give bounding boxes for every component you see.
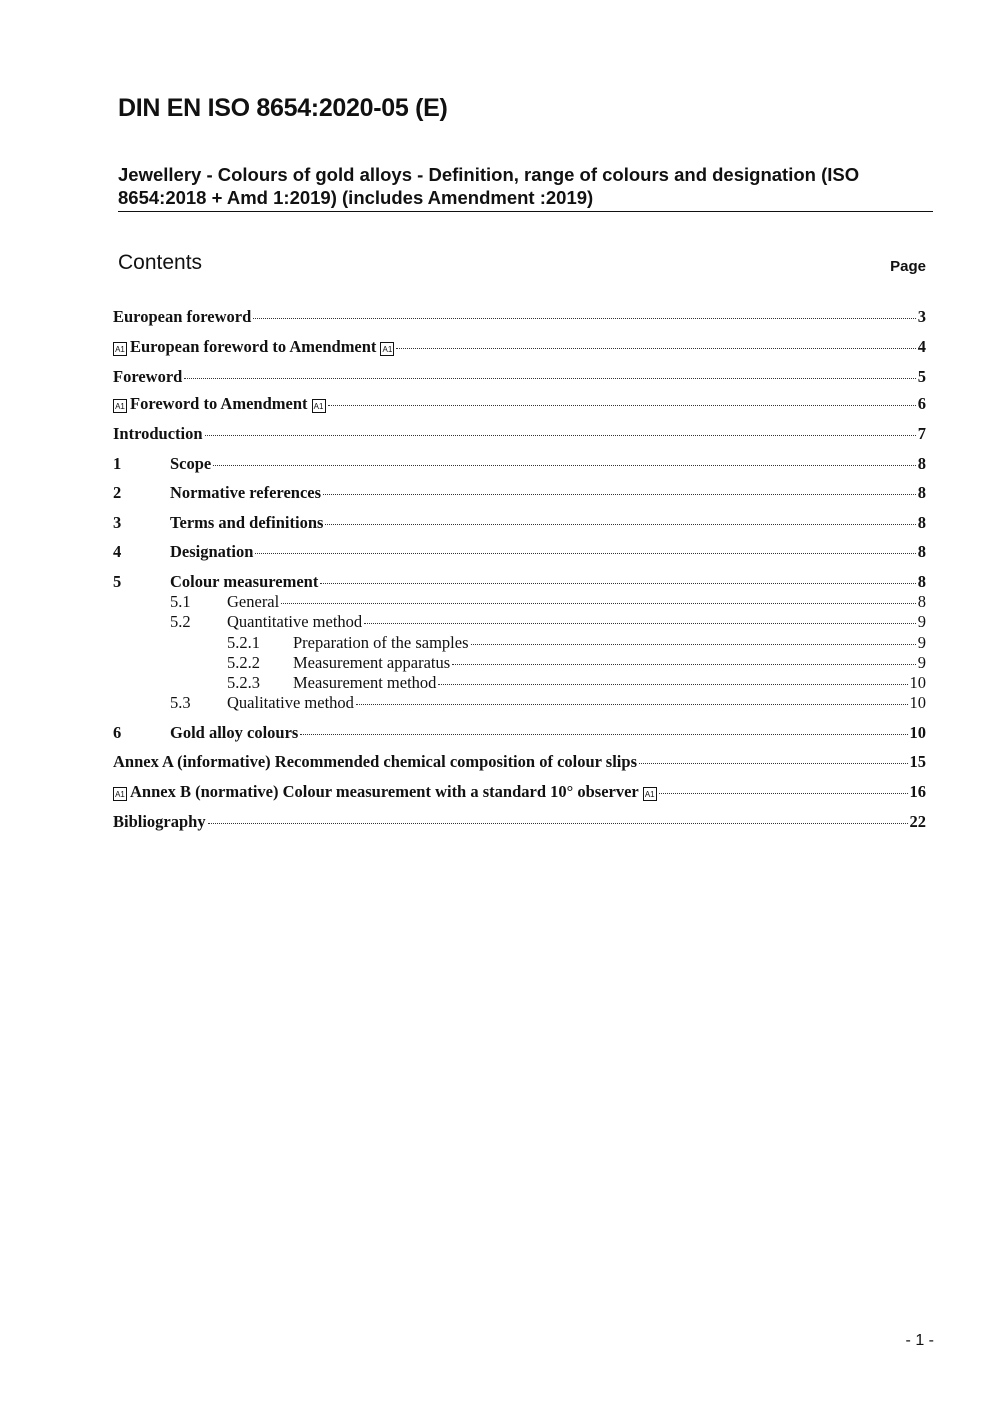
amendment-start-icon: A1 (113, 399, 127, 413)
toc-entry-measurement-apparatus[interactable] (227, 653, 926, 673)
toc-entry-title: Bibliography (113, 812, 206, 831)
toc-entry-title: European foreword to Amendment (130, 337, 377, 356)
toc-entry-terms-definitions[interactable] (113, 513, 926, 533)
toc-entry-page: 10 (909, 673, 926, 692)
toc-entry-number: 5.2.1 (227, 633, 260, 652)
toc-entry-european-foreword-amendment[interactable] (113, 337, 926, 357)
toc-entry-number: 4 (113, 542, 122, 561)
amendment-end-icon: A1 (380, 342, 394, 356)
toc-entry-title: Measurement apparatus (293, 653, 451, 672)
dot-leader (255, 553, 915, 554)
dot-leader (208, 823, 908, 824)
dot-leader (213, 465, 916, 466)
document-title: Jewellery - Colours of gold alloys - Definition, range of colours and designation (ISO 8654:2018 + Amd 1:2019) (includes Amendment :2019) (118, 163, 933, 212)
footer-page-number: - 1 - (905, 1332, 934, 1349)
toc-entry-preparation-samples[interactable] (227, 633, 926, 653)
dot-leader (356, 704, 908, 705)
dot-leader (320, 583, 915, 584)
toc-entry-gold-alloy-colours[interactable] (113, 723, 926, 743)
dot-leader (205, 435, 916, 436)
toc-entry-title: Preparation of the samples (293, 633, 469, 652)
dot-leader (659, 793, 908, 794)
amendment-start-icon: A1 (113, 787, 127, 801)
toc-entry-annex-b[interactable] (113, 782, 926, 802)
dot-leader (253, 318, 915, 319)
toc-entry-page: 9 (917, 653, 926, 672)
amendment-start-icon: A1 (113, 342, 127, 356)
toc-entry-european-foreword[interactable] (113, 307, 926, 327)
toc-entry-number: 5.3 (170, 693, 191, 712)
toc-entry-title: Normative references (170, 483, 322, 502)
dot-leader (325, 524, 915, 525)
toc-entry-page: 5 (917, 367, 926, 386)
dot-leader (323, 494, 916, 495)
toc-entry-page: 8 (917, 542, 926, 561)
toc-entry-title: European foreword (113, 307, 252, 326)
toc-entry-number: 5.2 (170, 612, 191, 631)
toc-entry-title: Terms and definitions (170, 513, 324, 532)
toc-entry-page: 9 (917, 633, 926, 652)
toc-entry-title: General (227, 592, 280, 611)
toc-entry-page: 8 (917, 483, 926, 502)
toc-entry-title: Scope (170, 454, 212, 473)
toc-entry-page: 10 (909, 723, 926, 742)
toc-entry-title: Foreword to Amendment (130, 394, 308, 413)
toc-entry-quantitative-method[interactable] (170, 612, 926, 632)
toc-entry-introduction[interactable] (113, 424, 926, 444)
toc-entry-foreword-amendment[interactable] (113, 394, 926, 414)
toc-entry-page: 8 (917, 572, 926, 591)
toc-entry-page: 16 (909, 782, 926, 801)
toc-entry-title: Colour measurement (170, 572, 319, 591)
toc-entry-title: Introduction (113, 424, 203, 443)
toc-entry-annex-a[interactable] (113, 752, 926, 772)
toc-entry-page: 10 (909, 693, 926, 712)
toc-entry-page: 7 (917, 424, 926, 443)
toc-entry-page: 9 (917, 612, 926, 631)
toc-entry-page: 15 (909, 752, 926, 771)
toc-entry-number: 6 (113, 723, 122, 742)
toc-entry-qualitative-method[interactable] (170, 693, 926, 713)
toc-entry-page: 8 (917, 513, 926, 532)
toc-entry-number: 3 (113, 513, 122, 532)
toc-entry-number: 1 (113, 454, 122, 473)
dot-leader (396, 348, 915, 349)
toc-entry-title: Designation (170, 542, 254, 561)
toc-entry-number: 5 (113, 572, 122, 591)
dot-leader (364, 623, 916, 624)
toc-entry-title: Annex B (normative) Colour measurement with a standard 10° observer (130, 782, 639, 801)
toc-entry-title: Measurement method (293, 673, 437, 692)
dot-leader (639, 763, 908, 764)
dot-leader (184, 378, 915, 379)
toc-entry-scope[interactable] (113, 454, 926, 474)
toc-entry-title: Annex A (informative) Recommended chemical composition of colour slips (113, 752, 637, 771)
toc-entry-colour-measurement[interactable] (113, 572, 926, 592)
dot-leader (452, 664, 916, 665)
toc-entry-title: Foreword (113, 367, 183, 386)
contents-heading: Contents (118, 251, 203, 274)
dot-leader (328, 405, 916, 406)
toc-entry-foreword[interactable] (113, 367, 926, 387)
toc-entry-designation[interactable] (113, 542, 926, 562)
toc-entry-page: 8 (917, 592, 926, 611)
toc-entry-page: 22 (909, 812, 926, 831)
dot-leader (438, 684, 907, 685)
toc-entry-title: Gold alloy colours (170, 723, 299, 742)
page-column-label: Page (890, 258, 926, 275)
dot-leader (471, 644, 916, 645)
toc-entry-bibliography[interactable] (113, 812, 926, 832)
toc-entry-title: Quantitative method (227, 612, 363, 631)
toc-entry-number: 5.2.2 (227, 653, 260, 672)
amendment-end-icon: A1 (312, 399, 326, 413)
toc-entry-page: 8 (917, 454, 926, 473)
amendment-end-icon: A1 (643, 787, 657, 801)
toc-entry-page: 6 (917, 394, 926, 413)
toc-entry-number: 5.2.3 (227, 673, 260, 692)
toc-entry-title: Qualitative method (227, 693, 354, 712)
toc-entry-measurement-method[interactable] (227, 673, 926, 693)
toc-entry-number: 5.1 (170, 592, 191, 611)
toc-entry-normative-references[interactable] (113, 483, 926, 503)
toc-entry-page: 3 (917, 307, 926, 326)
dot-leader (281, 603, 916, 604)
toc-entry-number: 2 (113, 483, 122, 502)
toc-entry-general[interactable] (170, 592, 926, 612)
dot-leader (300, 734, 907, 735)
document-id: DIN EN ISO 8654:2020-05 (E) (118, 94, 448, 122)
toc-entry-page: 4 (917, 337, 926, 356)
